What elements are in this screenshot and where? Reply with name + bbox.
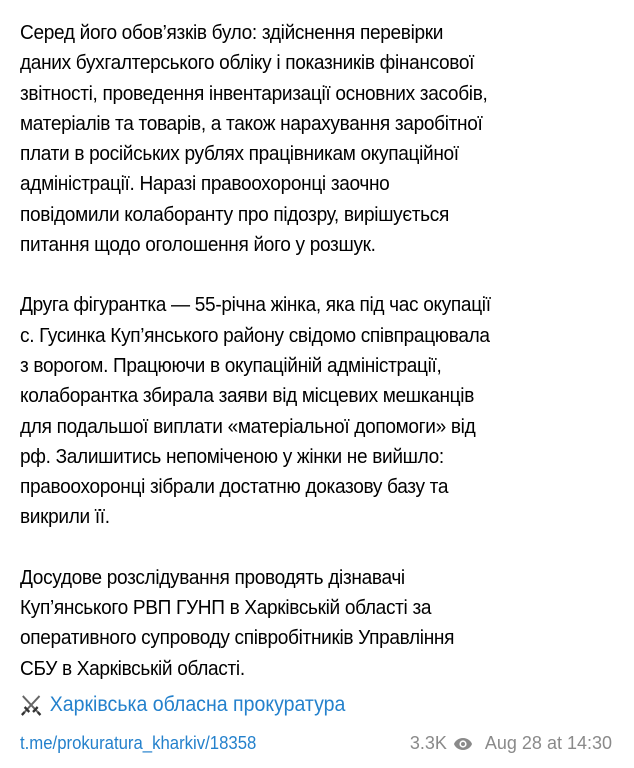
text-line: СБУ в Харківській області. [20, 656, 245, 680]
eye-icon [453, 737, 473, 751]
message-footer [20, 733, 612, 754]
view-count: 3.3K [409, 733, 447, 753]
text-line: для подальшої виплати «матеріальної допомоги» від [20, 414, 476, 438]
paragraph [20, 563, 630, 684]
text-line: правоохоронці зібрали достатню доказову базу та [20, 475, 449, 499]
text-line: Серед його обов’язків було: здійснення перевірки [20, 21, 444, 44]
text-line: даних бухгалтерського обліку і показників фінансової [20, 51, 475, 75]
text-line: Куп’янського РВП ГУНП в Харківській області за [20, 596, 432, 620]
text-line: з ворогом. Працюючи в окупаційній адміністрації, [20, 353, 442, 377]
signature-text: Харківська обласна прокуратура [49, 693, 346, 716]
text-line: Досудове розслідування проводять дізнавачі [20, 565, 405, 589]
text-line: с. Гусинка Куп’янського району свідомо співпрацювала [20, 323, 490, 347]
text-line: питання щодо оголошення його у розшук. [20, 233, 376, 257]
text-line: плати в російських рублях працівникам окупаційної [20, 142, 459, 166]
timestamp: Aug 28 at 14:30 [484, 733, 612, 753]
text-line: Друга фігурантка — 55-річна жінка, яка під час окупації [20, 293, 491, 317]
text-line: викрили її. [20, 505, 110, 529]
text-line: оперативного супроводу співробітників Управління [20, 626, 455, 650]
text-line: колаборантка збирала заяви від місцевих мешканців [20, 384, 474, 408]
channel-signature-link[interactable] [20, 693, 345, 717]
crossed-swords-icon [20, 693, 42, 717]
text-line: матеріалів та товарів, а також нарахування заробітної [20, 111, 483, 135]
text-line: рф. Залишитись непоміченою у жінки не вийшло: [20, 444, 444, 468]
paragraph [20, 18, 630, 260]
post-link[interactable]: t.me/prokuratura_kharkiv/18358 [20, 733, 257, 753]
paragraph [20, 290, 630, 532]
text-line: повідомили колаборанту про підозру, вирішується [20, 202, 449, 226]
message-text [20, 18, 630, 714]
text-line: звітності, проведення інвентаризації основних засобів, [20, 81, 488, 105]
text-line: адміністрації. Наразі правоохоронці заочно [20, 172, 390, 196]
